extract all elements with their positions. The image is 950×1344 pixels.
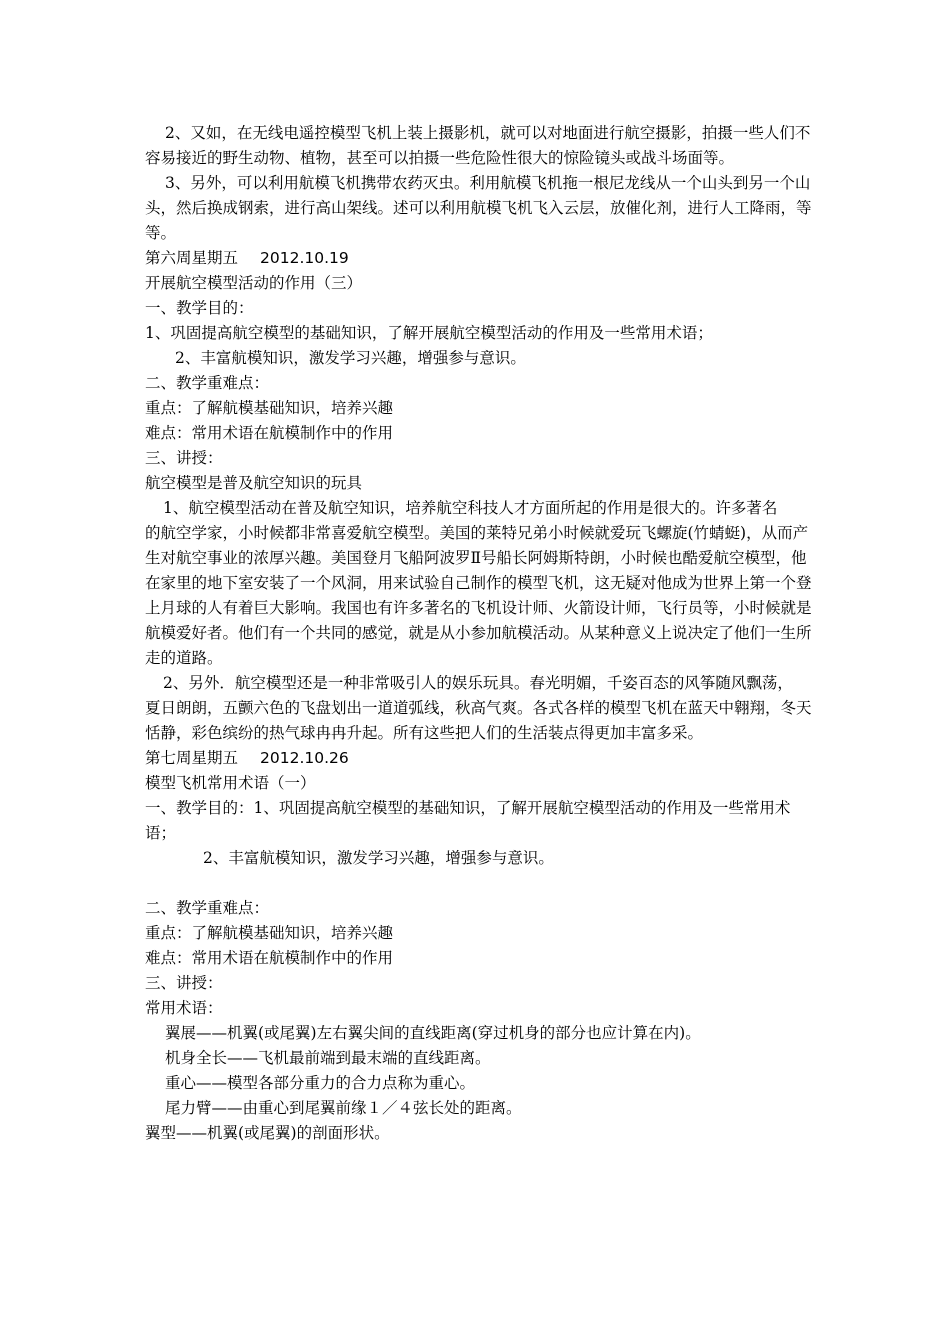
objective-item: 2、丰富航模知识，激发学习兴趣，增强参与意识。 [175,349,526,367]
blank-line [145,871,817,896]
lesson-heading-week7 [145,746,817,771]
objective-item: 1、巩固提高航空模型的基础知识，了解开展航空模型活动的作用及一些常用术语； [145,324,713,342]
key-point: 重点：了解航模基础知识，培养兴趣 [145,399,394,417]
paragraph-pesticide-and-rain: 3、另外，可以利用航模飞机携带农药灭虫。利用航模飞机拖一根尼龙线从一个山头到另一个山头，然后换成钢索，进行高山架线。述可以利用航模飞机飞入云层，放催化剂，进行人工降雨，等等。 [145,174,812,242]
section-heading: 三、讲授： [145,974,223,992]
lesson-date: 2012.10.19 [260,249,349,267]
difficult-point: 难点：常用术语在航模制作中的作用 [145,424,394,442]
document-body [145,121,817,1146]
objective-item: 2、丰富航模知识，激发学习兴趣，增强参与意识。 [203,849,554,867]
lesson-date: 2012.10.26 [260,749,349,767]
section-heading: 三、讲授： [145,449,223,467]
section-heading: 二、教学重难点： [145,374,270,392]
term-definition: 翼型——机翼(或尾翼)的剖面形状。 [145,1124,390,1142]
term-definition: 机身全长——飞机最前端到最末端的直线距离。 [165,1049,491,1067]
paragraph-aerial-photography: 2、又如，在无线电遥控模型飞机上装上摄影机，就可以对地面进行航空摄影，拍摄一些人们不容易接近的野生动物、植物，甚至可以拍摄一些危险性很大的惊险镜头或战斗场面等。 [145,124,811,167]
lesson-heading-week6 [145,246,817,271]
key-point: 重点：了解航模基础知识，培养兴趣 [145,924,394,942]
section-heading: 一、教学目的： [145,299,254,317]
difficult-point: 难点：常用术语在航模制作中的作用 [145,949,394,967]
section-heading: 二、教学重难点： [145,899,270,917]
term-definition: 尾力臂——由重心到尾翼前缘１／４弦长处的距离。 [165,1099,522,1117]
lecture-paragraph: 夏日朗朗，五颤六色的飞盘划出一道道弧线，秋高气爽。各式各样的模型飞机在蓝天中翱翔，冬天恬静，彩色缤纷的热气球冉冉升起。所有这些把人们的生活装点得更加丰富多采。 [145,699,812,742]
lesson-week-label: 第六周星期五 [145,249,239,267]
objective-item: 一、教学目的：1、巩固提高航空模型的基础知识，了解开展航空模型活动的作用及一些常用术语； [145,799,791,842]
lesson-title: 模型飞机常用术语（一） [145,774,316,792]
terms-heading: 常用术语： [145,999,223,1017]
lecture-paragraph: 1、航空模型活动在普及航空知识，培养航空科技人才方面所起的作用是很大的。许多著名 [163,499,778,517]
term-definition: 翼展——机翼(或尾翼)左右翼尖间的直线距离(穿过机身的部分也应计算在内)。 [165,1024,701,1042]
lecture-subtitle: 航空模型是普及航空知识的玩具 [145,474,363,492]
lesson-week-label: 第七周星期五 [145,749,239,767]
lecture-paragraph: 的航空学家，小时候都非常喜爱航空模型。美国的莱特兄弟小时候就爱玩飞螺旋(竹蜻蜓)，从而产生对航空事业的浓厚兴趣。美国登月飞船阿波罗Ⅱ号船长阿姆斯特朗，小时候也酷爱航空模型，他在家里的地下室安装了一个风洞，用来试验自己制作的模型飞机，这无疑对他成为世界上第一个登上月球的人有着巨大影响。我国也有许多著名的飞机设计师、火箭设计师，飞行员等，小时候就是航模爱好者。他们有一个共同的感觉，就是从小参加航模活动。从某种意义上说决定了他们一生所走的道路。 [145,524,812,667]
lecture-paragraph: 2、另外．航空模型还是一种非常吸引人的娱乐玩具。春光明媚，千姿百态的风筝随风飘荡， [163,674,793,692]
term-definition: 重心——模型各部分重力的合力点称为重心。 [165,1074,476,1092]
lesson-title: 开展航空模型活动的作用（三） [145,274,363,292]
